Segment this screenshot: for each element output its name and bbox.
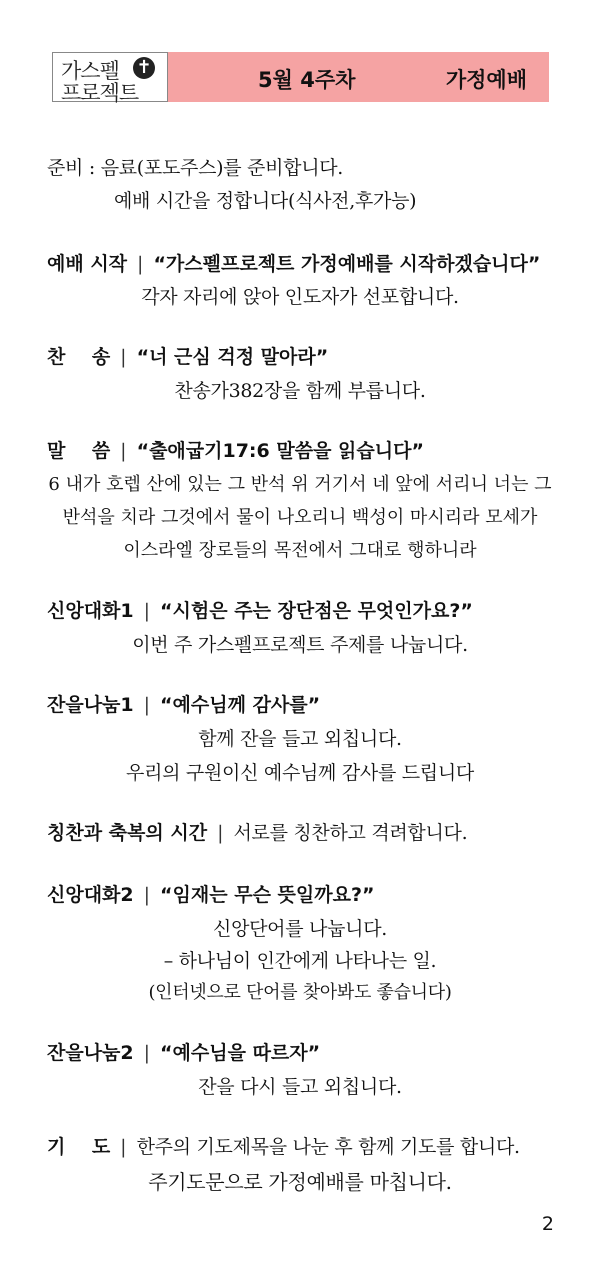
opening-label: 예배 시작: [47, 253, 128, 275]
service-label: 가정예배: [445, 68, 527, 92]
hymn-title: “너 근심 걱정 말아라”: [136, 346, 329, 368]
separator: |: [120, 1136, 127, 1158]
cup1-title: “예수님께 감사를”: [160, 694, 321, 716]
prayer-text: 한주의 기도제목을 나눈 후 함께 기도를 합니다.: [136, 1136, 520, 1158]
opening-heading: [47, 249, 540, 276]
separator: |: [143, 694, 151, 716]
separator: |: [120, 346, 127, 368]
logo-text-line1: 가스펠: [61, 59, 119, 83]
separator: |: [137, 253, 144, 275]
word-heading: [47, 436, 424, 463]
prayer-label: 기 도: [47, 1136, 111, 1158]
talk2-heading: [47, 880, 374, 907]
cup2-label: 잔을나눔2: [47, 1042, 134, 1064]
week-label: 5월 4주차: [258, 68, 356, 92]
separator: |: [120, 440, 127, 462]
header: [52, 52, 549, 105]
praise-heading: [47, 818, 467, 845]
scripture-line-1: 6 내가 호렙 산에 있는 그 반석 위 거기서 네 앞에 서리니 너는 그: [48, 474, 552, 495]
title-banner: [168, 52, 549, 102]
cup2-heading: [47, 1038, 320, 1065]
scripture-line-2: 반석을 치라 그것에서 물이 나오리니 백성이 마시리라 모세가: [62, 507, 538, 528]
cup2-title: “예수님을 따르자”: [160, 1042, 321, 1064]
talk2-line-2: – 하나님이 인간에게 나타나는 일.: [163, 950, 437, 972]
separator: |: [217, 822, 224, 844]
page-number: 2: [541, 1213, 554, 1235]
cup1-line-1: 함께 잔을 들고 외칩니다.: [198, 728, 402, 750]
talk2-label: 신앙대화2: [47, 884, 134, 906]
praise-text: 서로를 칭찬하고 격려합니다.: [233, 822, 468, 844]
word-label: 말 씀: [47, 440, 111, 462]
hymn-heading: [47, 342, 328, 369]
hymn-text: 찬송가382장을 함께 부릅니다.: [174, 380, 426, 402]
cup1-line-2: 우리의 구원이신 예수님께 감사를 드립니다: [126, 762, 474, 784]
separator: |: [143, 1042, 151, 1064]
cross-icon: ✝: [133, 57, 155, 79]
praise-label: 칭찬과 축복의 시간: [47, 822, 208, 844]
talk2-line-1: 신앙단어를 나눕니다.: [213, 918, 387, 940]
hymn-label: 찬 송: [47, 346, 111, 368]
logo-text-line2: 프로젝트: [61, 81, 139, 105]
talk2-title: “임재는 무슨 뜻일까요?”: [160, 884, 375, 906]
prep-line-1: 준비 : 음료(포도주스)를 준비합니다.: [47, 157, 344, 179]
scripture-line-3: 이스라엘 장로들의 목전에서 그대로 행하니라: [123, 540, 477, 561]
cup1-heading: [47, 690, 320, 717]
gospel-project-logo: [52, 52, 168, 105]
prep-line-2: 예배 시간을 정합니다(식사전,후가능): [114, 190, 417, 212]
opening-text: 각자 자리에 앉아 인도자가 선포합니다.: [141, 286, 459, 308]
talk1-label: 신앙대화1: [47, 600, 134, 622]
opening-title: “가스펠프로젝트 가정예배를 시작하겠습니다”: [153, 253, 541, 275]
word-title: “출애굽기17:6 말씀을 읽습니다”: [136, 440, 424, 462]
separator: |: [143, 884, 151, 906]
prayer-heading: [47, 1132, 520, 1159]
talk1-heading: [47, 596, 473, 623]
cup1-label: 잔을나눔1: [47, 694, 134, 716]
talk1-text: 이번 주 가스펠프로젝트 주제를 나눕니다.: [132, 634, 468, 656]
cup2-text: 잔을 다시 들고 외칩니다.: [198, 1076, 402, 1098]
talk2-line-3: (인터넷으로 단어를 찾아봐도 좋습니다): [148, 982, 452, 1003]
talk1-title: “시험은 주는 장단점은 무엇인가요?”: [160, 600, 473, 622]
prayer-closing: 주기도문으로 가정예배를 마칩니다.: [148, 1170, 452, 1194]
separator: |: [143, 600, 151, 622]
